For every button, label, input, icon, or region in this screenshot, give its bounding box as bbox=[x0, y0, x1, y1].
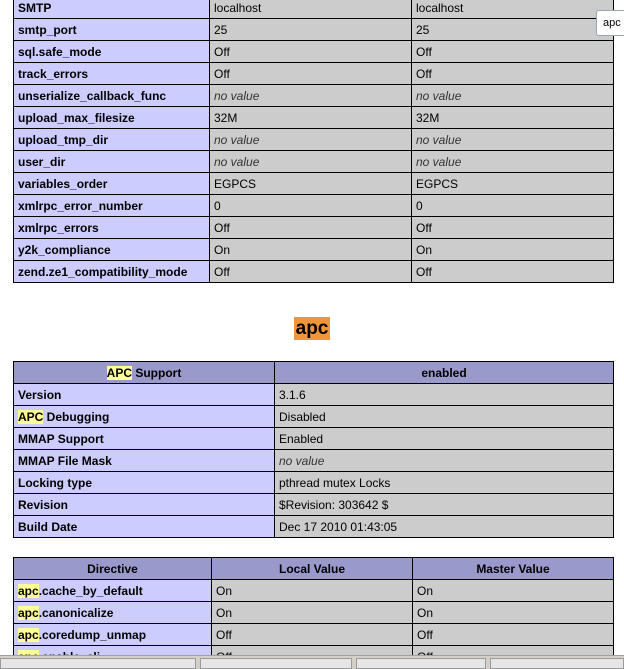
directive-name: unserialize_callback_func bbox=[14, 85, 210, 107]
apc-support-name bbox=[14, 516, 275, 538]
directive-name bbox=[14, 580, 212, 602]
local-value: 25 bbox=[210, 19, 412, 41]
table-row bbox=[14, 173, 614, 195]
local-value: On bbox=[210, 239, 412, 261]
table-row bbox=[14, 472, 614, 494]
taskbar-tab[interactable] bbox=[0, 658, 196, 669]
directive-name: sql.safe_mode bbox=[14, 41, 210, 63]
apc-support-value: Enabled bbox=[275, 428, 614, 450]
apc-support-table bbox=[13, 361, 614, 538]
directive-header: Directive bbox=[14, 558, 212, 580]
local-value: Off bbox=[210, 261, 412, 283]
apc-support-header-row bbox=[14, 362, 614, 384]
master-value: no value bbox=[412, 85, 614, 107]
master-value: no value bbox=[412, 151, 614, 173]
local-value: Off bbox=[210, 41, 412, 63]
table-row bbox=[14, 239, 614, 261]
table-row bbox=[14, 63, 614, 85]
local-value: Off bbox=[212, 624, 413, 646]
master-value: 32M bbox=[412, 107, 614, 129]
apc-support-label: MMAP Support bbox=[18, 431, 104, 446]
apc-support-name bbox=[14, 494, 275, 516]
master-value: no value bbox=[412, 129, 614, 151]
apc-support-value: $Revision: 303642 $ bbox=[275, 494, 614, 516]
master-value: localhost bbox=[412, 0, 614, 19]
directive-name bbox=[14, 624, 212, 646]
local-value: localhost bbox=[210, 0, 412, 19]
directive-name: y2k_compliance bbox=[14, 239, 210, 261]
master-value: On bbox=[413, 580, 614, 602]
apc-support-name bbox=[14, 406, 275, 428]
search-highlight: apc bbox=[18, 627, 39, 642]
local-value: Off bbox=[210, 63, 412, 85]
directive-name: xmlrpc_errors bbox=[14, 217, 210, 239]
apc-support-value: Dec 17 2010 01:43:05 bbox=[275, 516, 614, 538]
apc-support-label: Debugging bbox=[43, 409, 110, 424]
master-value: On bbox=[413, 602, 614, 624]
taskbar-tab[interactable] bbox=[490, 658, 624, 669]
master-value: Off bbox=[413, 624, 614, 646]
taskbar bbox=[0, 655, 624, 669]
apc-support-value: no value bbox=[275, 450, 614, 472]
local-value: On bbox=[212, 580, 413, 602]
apc-support-label: MMAP File Mask bbox=[18, 453, 112, 468]
table-row bbox=[14, 406, 614, 428]
search-highlight: apc bbox=[18, 583, 39, 598]
local-value: EGPCS bbox=[210, 173, 412, 195]
directive-suffix: .cache_by_default bbox=[38, 583, 143, 598]
table-row bbox=[14, 450, 614, 472]
directive-name: upload_tmp_dir bbox=[14, 129, 210, 151]
local-value: On bbox=[212, 602, 413, 624]
apc-support-label: Build Date bbox=[18, 519, 78, 534]
apc-directive-table bbox=[13, 557, 614, 668]
directive-name: SMTP bbox=[14, 0, 210, 19]
master-value: EGPCS bbox=[412, 173, 614, 195]
local-value: no value bbox=[210, 85, 412, 107]
table-row bbox=[14, 494, 614, 516]
apc-support-label: Revision bbox=[18, 497, 69, 512]
table-row bbox=[14, 580, 614, 602]
find-search-text: apc bbox=[603, 17, 621, 29]
apc-heading-highlight: apc bbox=[295, 318, 329, 339]
taskbar-tab[interactable] bbox=[356, 658, 486, 669]
table-row bbox=[14, 41, 614, 63]
config-table bbox=[13, 0, 614, 283]
local-value-header: Local Value bbox=[212, 558, 413, 580]
master-value-header: Master Value bbox=[413, 558, 614, 580]
table-row bbox=[14, 384, 614, 406]
directive-header-row bbox=[14, 558, 614, 580]
table-row bbox=[14, 107, 614, 129]
table-row bbox=[14, 151, 614, 173]
directive-suffix: .coredump_unmap bbox=[38, 627, 147, 642]
table-row bbox=[14, 19, 614, 41]
table-row bbox=[14, 217, 614, 239]
master-value: Off bbox=[412, 41, 614, 63]
apc-support-label: Version bbox=[18, 387, 62, 402]
apc-section-heading bbox=[0, 318, 624, 340]
apc-support-name bbox=[14, 428, 275, 450]
directive-name: xmlrpc_error_number bbox=[14, 195, 210, 217]
apc-support-name bbox=[14, 472, 275, 494]
find-search-input[interactable] bbox=[596, 10, 624, 36]
local-value: 0 bbox=[210, 195, 412, 217]
apc-support-name bbox=[14, 450, 275, 472]
apc-support-name bbox=[14, 384, 275, 406]
directive-name: track_errors bbox=[14, 63, 210, 85]
table-row bbox=[14, 428, 614, 450]
table-row bbox=[14, 261, 614, 283]
apc-support-header bbox=[14, 362, 275, 384]
directive-name: zend.ze1_compatibility_mode bbox=[14, 261, 210, 283]
table-row bbox=[14, 195, 614, 217]
apc-support-value: 3.1.6 bbox=[275, 384, 614, 406]
master-value: On bbox=[412, 239, 614, 261]
directive-name: upload_max_filesize bbox=[14, 107, 210, 129]
apc-support-value: pthread mutex Locks bbox=[275, 472, 614, 494]
directive-name: variables_order bbox=[14, 173, 210, 195]
table-row bbox=[14, 624, 614, 646]
directive-suffix: .canonicalize bbox=[38, 605, 114, 620]
search-highlight: APC bbox=[106, 365, 132, 380]
table-row bbox=[14, 516, 614, 538]
master-value: Off bbox=[412, 217, 614, 239]
master-value: Off bbox=[412, 63, 614, 85]
apc-support-header-value: enabled bbox=[275, 362, 614, 384]
master-value: 0 bbox=[412, 195, 614, 217]
table-row bbox=[14, 85, 614, 107]
master-value: Off bbox=[412, 261, 614, 283]
local-value: no value bbox=[210, 151, 412, 173]
local-value: Off bbox=[210, 217, 412, 239]
local-value: no value bbox=[210, 129, 412, 151]
apc-support-value: Disabled bbox=[275, 406, 614, 428]
table-row bbox=[14, 129, 614, 151]
directive-name bbox=[14, 602, 212, 624]
directive-name: smtp_port bbox=[14, 19, 210, 41]
master-value: 25 bbox=[412, 19, 614, 41]
search-highlight: apc bbox=[18, 605, 39, 620]
local-value: 32M bbox=[210, 107, 412, 129]
table-row bbox=[14, 0, 614, 19]
apc-support-label: Locking type bbox=[18, 475, 93, 490]
taskbar-tab[interactable] bbox=[200, 658, 352, 669]
directive-name: user_dir bbox=[14, 151, 210, 173]
apc-support-header-label: Support bbox=[132, 365, 182, 380]
table-row bbox=[14, 602, 614, 624]
search-highlight: APC bbox=[18, 409, 44, 424]
